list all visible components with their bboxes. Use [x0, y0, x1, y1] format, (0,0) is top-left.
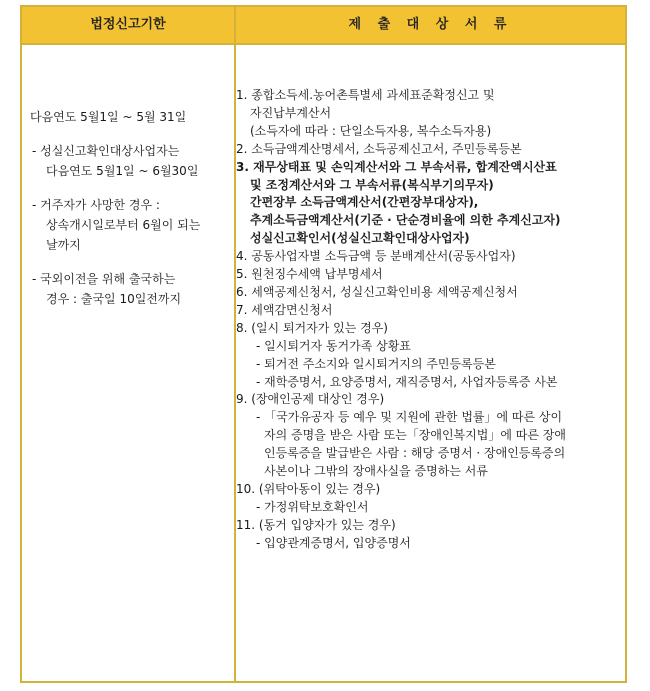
- deadline-item: - 국외이전을 위해 출국하는 경우 : 출국일 10일전까지: [32, 272, 182, 306]
- doc-line: 11. (동거 입양자가 있는 경우): [236, 517, 396, 532]
- doc-line: 자진납부계산서: [250, 105, 332, 120]
- doc-line: - 퇴거전 주소지와 일시퇴거지의 주민등록등본: [256, 356, 496, 371]
- doc-line: 추계소득금액계산서(기준 · 단순경비율에 의한 추계신고자): [250, 213, 561, 228]
- doc-line: - 가정위탁보호확인서: [256, 499, 369, 514]
- doc-line: 자의 증명을 받은 사람 또는「장애인복지법」에 따른 장애: [264, 428, 566, 443]
- doc-line: 8. (일시 퇴거자가 있는 경우): [236, 320, 388, 335]
- deadline-item: - 성실신고확인대상사업자는 다음연도 5월1일 ~ 6월30일: [32, 144, 199, 178]
- doc-line: 2. 소득금액계산명세서, 소득공제신고서, 주민등록등본: [236, 141, 522, 156]
- doc-line: 3. 재무상태표 및 손익계산서와 그 부속서류, 합계잔액시산표: [236, 159, 557, 174]
- doc-line: - 재학증명서, 요양증명서, 재직증명서, 사업자등록증 사본: [256, 374, 558, 389]
- deadline-column: [30, 107, 230, 323]
- doc-line: 성실신고확인서(성실신고확인대상사업자): [250, 231, 470, 246]
- doc-line: - 입양관계증명서, 입양증명서: [256, 535, 411, 550]
- header-documents: 제 출 대 상 서 류: [348, 17, 513, 32]
- doc-line: 9. (장애인공제 대상인 경우): [236, 392, 385, 407]
- doc-line: 1. 종합소득세.농어촌특별세 과세표준확정신고 및: [236, 88, 495, 102]
- documents-column: [236, 87, 621, 553]
- doc-line: 10. (위탁아동이 있는 경우): [236, 481, 381, 496]
- doc-line: 및 조정계산서와 그 부속서류(복식부기의무자): [250, 177, 494, 192]
- doc-line: 인등록증을 발급받은 사람 : 해당 증명서 · 장애인등록증의: [264, 446, 566, 461]
- filing-table: [20, 5, 627, 683]
- header-deadline: 법정신고기한: [90, 17, 166, 32]
- doc-line: 4. 공동사업자별 소득금액 등 분배계산서(공동사업자): [236, 249, 516, 264]
- deadline-item: 다음연도 5월1일 ~ 5월 31일: [30, 110, 187, 124]
- deadline-item: - 거주자가 사망한 경우 : 상속개시일로부터 6월이 되는 날까지: [32, 198, 201, 252]
- doc-line: 사본이나 그밖의 장애사실을 증명하는 서류: [264, 464, 488, 479]
- doc-line: 7. 세액감면신청서: [236, 302, 333, 317]
- doc-line: 6. 세액공제신청서, 성실신고확인비용 세액공제신청서: [236, 284, 518, 299]
- doc-line: - 「국가유공자 등 예우 및 지원에 관한 법률」에 따른 상이: [256, 410, 563, 425]
- doc-line: 간편장부 소득금액계산서(간편장부대상자),: [250, 195, 479, 210]
- doc-line: - 일시퇴거자 동거가족 상황표: [256, 338, 411, 353]
- table-header: [22, 7, 625, 45]
- doc-line: 5. 원천징수세액 납부명세서: [236, 267, 383, 282]
- doc-line: (소득자에 따라 : 단일소득자용, 복수소득자용): [250, 123, 492, 138]
